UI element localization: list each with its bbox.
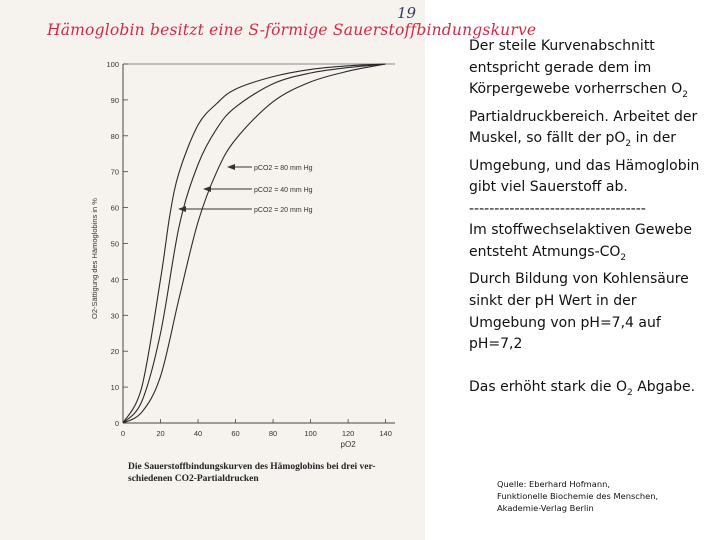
x-tick-label: 20 [156, 429, 165, 438]
label-pco2-20: pCO2 = 20 mm Hg [254, 207, 313, 214]
y-tick-label: 70 [110, 167, 119, 177]
y-tick-label: 10 [110, 383, 119, 393]
source-citation [497, 478, 717, 514]
source-line-2: Funktionelle Biochemie des Menschen, [497, 491, 659, 501]
y-tick-label: 0 [114, 419, 119, 428]
label-pco2-40: pCO2 = 40 mm Hg [254, 187, 313, 194]
handwritten-title: Hämoglobin besitzt eine S-förmige Sauerstoffbindungskurve [47, 21, 537, 39]
x-tick-label: 100 [304, 429, 317, 438]
x-tick-label: 0 [120, 429, 126, 438]
label-arrow-head [227, 164, 235, 170]
y-tick-label: 100 [106, 60, 119, 69]
source-line-3: Akademie-Verlag Berlin [497, 503, 594, 513]
y-axis-label: O2-Sättigung des Hämoglobins in % [90, 198, 99, 319]
divider-line: ----------------------------------- [469, 200, 646, 217]
y-tick-label: 80 [110, 131, 119, 141]
label-arrow-head [178, 206, 186, 212]
x-tick-label: 60 [231, 429, 240, 438]
y-tick-label: 30 [110, 311, 119, 321]
paragraph-ph: Durch Bildung von Kohlensäure sinkt der pH Wert in der Umgebung von pH=7,4 auf pH=7,2 [469, 271, 689, 353]
page-number: 19 [397, 4, 417, 22]
y-tick-label: 60 [110, 203, 119, 213]
x-axis-label: pO2 [340, 440, 356, 449]
label-arrow-head [203, 186, 211, 192]
paragraph-co2: Im stoffwechselaktiven Gewebe entsteht Atmungs-$CO_2$ [469, 222, 692, 263]
y-tick-label: 20 [110, 347, 119, 357]
explanation-text [469, 36, 709, 404]
figure-caption [128, 461, 418, 485]
x-tick-label: 120 [341, 429, 355, 438]
x-tick-label: 140 [379, 429, 392, 438]
curve-pco2-80 [123, 64, 386, 423]
paragraph-steep-section: Der steile Kurvenabschnitt entspricht gerade dem im Körpergewebe vorherrschen $O_2$ Partialdruckbereich. Arbeitet der Muskel, so fällt der $pO_2$ in der Umgebung, und das Hämoglobin gibt viel Sauerstoff ab. [469, 38, 700, 196]
y-tick-label: 90 [110, 95, 119, 105]
caption-line-2: schiedenen CO2-Partialdrucken [128, 474, 259, 484]
x-tick-label: 80 [268, 429, 278, 438]
caption-line-1: Die Sauerstoffbindungskurven des Hämoglobins bei drei ver- [128, 462, 376, 472]
x-tick-label: 40 [193, 429, 203, 438]
y-tick-label: 40 [110, 275, 119, 285]
label-pco2-80: pCO2 = 80 mm Hg [254, 165, 313, 172]
source-line-1: Quelle: Eberhard Hofmann, [497, 479, 610, 489]
y-tick-label: 50 [110, 239, 119, 249]
paragraph-o2-release: Das erhöht stark die $O_2$ Abgabe. [469, 378, 696, 398]
